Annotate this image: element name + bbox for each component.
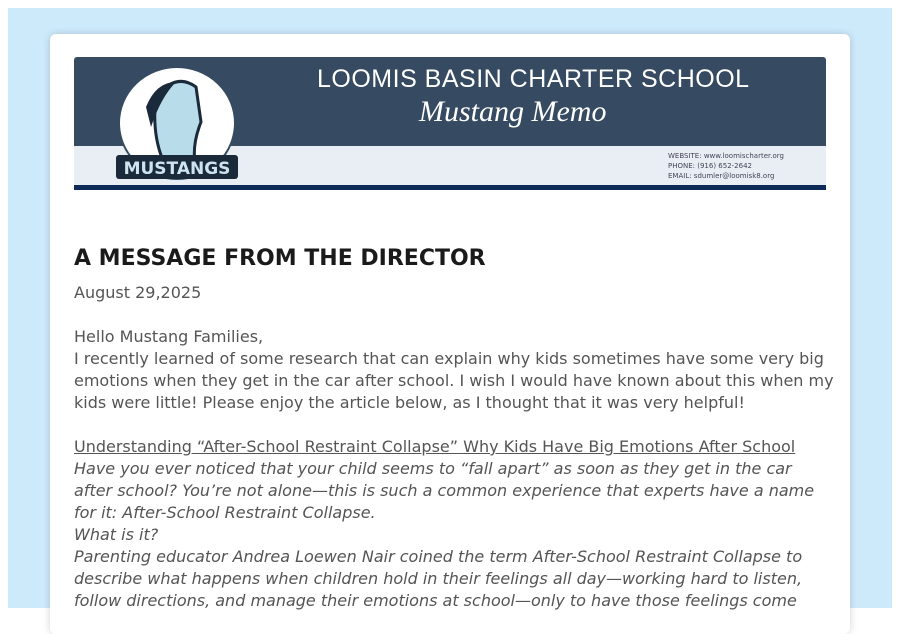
phone-text: PHONE: (916) 652-2642 [668, 162, 752, 170]
contact-info [668, 151, 784, 181]
header-banner [74, 57, 826, 190]
paragraph-1: Have you ever noticed that your child seems to “fall apart” as soon as they get in the car after school? You’re not alone—this is such a common experience that experts have a name for it: After-School Restraint Collapse. [74, 459, 815, 522]
article-link[interactable]: Understanding “After-School Restraint Collapse” Why Kids Have Big Emotions After School [74, 437, 796, 456]
greeting: Hello Mustang Families, [74, 327, 264, 346]
svg-text:MUSTANGS: MUSTANGS [123, 159, 231, 179]
banner-bottom-bar [74, 185, 826, 190]
email-text: EMAIL: sdumler@loomisk8.org [668, 172, 775, 180]
school-name: LOOMIS BASIN CHARTER SCHOOL [317, 65, 750, 93]
intro-paragraph: I recently learned of some research that can explain why kids sometimes have some very big emotions when they get in the car after school. I wish I would have known about this when my kids were little! Please enjoy the article below, as I thought that it was very helpful! [74, 349, 834, 412]
website-text: WEBSITE: www.loomischarter.org [668, 152, 784, 160]
article [74, 246, 834, 612]
article-heading: A MESSAGE FROM THE DIRECTOR [74, 246, 486, 271]
page-background [8, 8, 892, 608]
article-date: August 29,2025 [74, 283, 202, 302]
paragraph-2: Parenting educator Andrea Loewen Nair coined the term After-School Restraint Collapse to describe what happens when children hold in their feelings all day—working hard to listen, follow directions, and manage their emotions at school—only to have those feelings come [74, 547, 803, 610]
newsletter-card [50, 34, 850, 634]
newsletter-title: Mustang Memo [419, 95, 607, 128]
mustang-logo [116, 67, 238, 182]
subheading: What is it? [74, 525, 159, 544]
